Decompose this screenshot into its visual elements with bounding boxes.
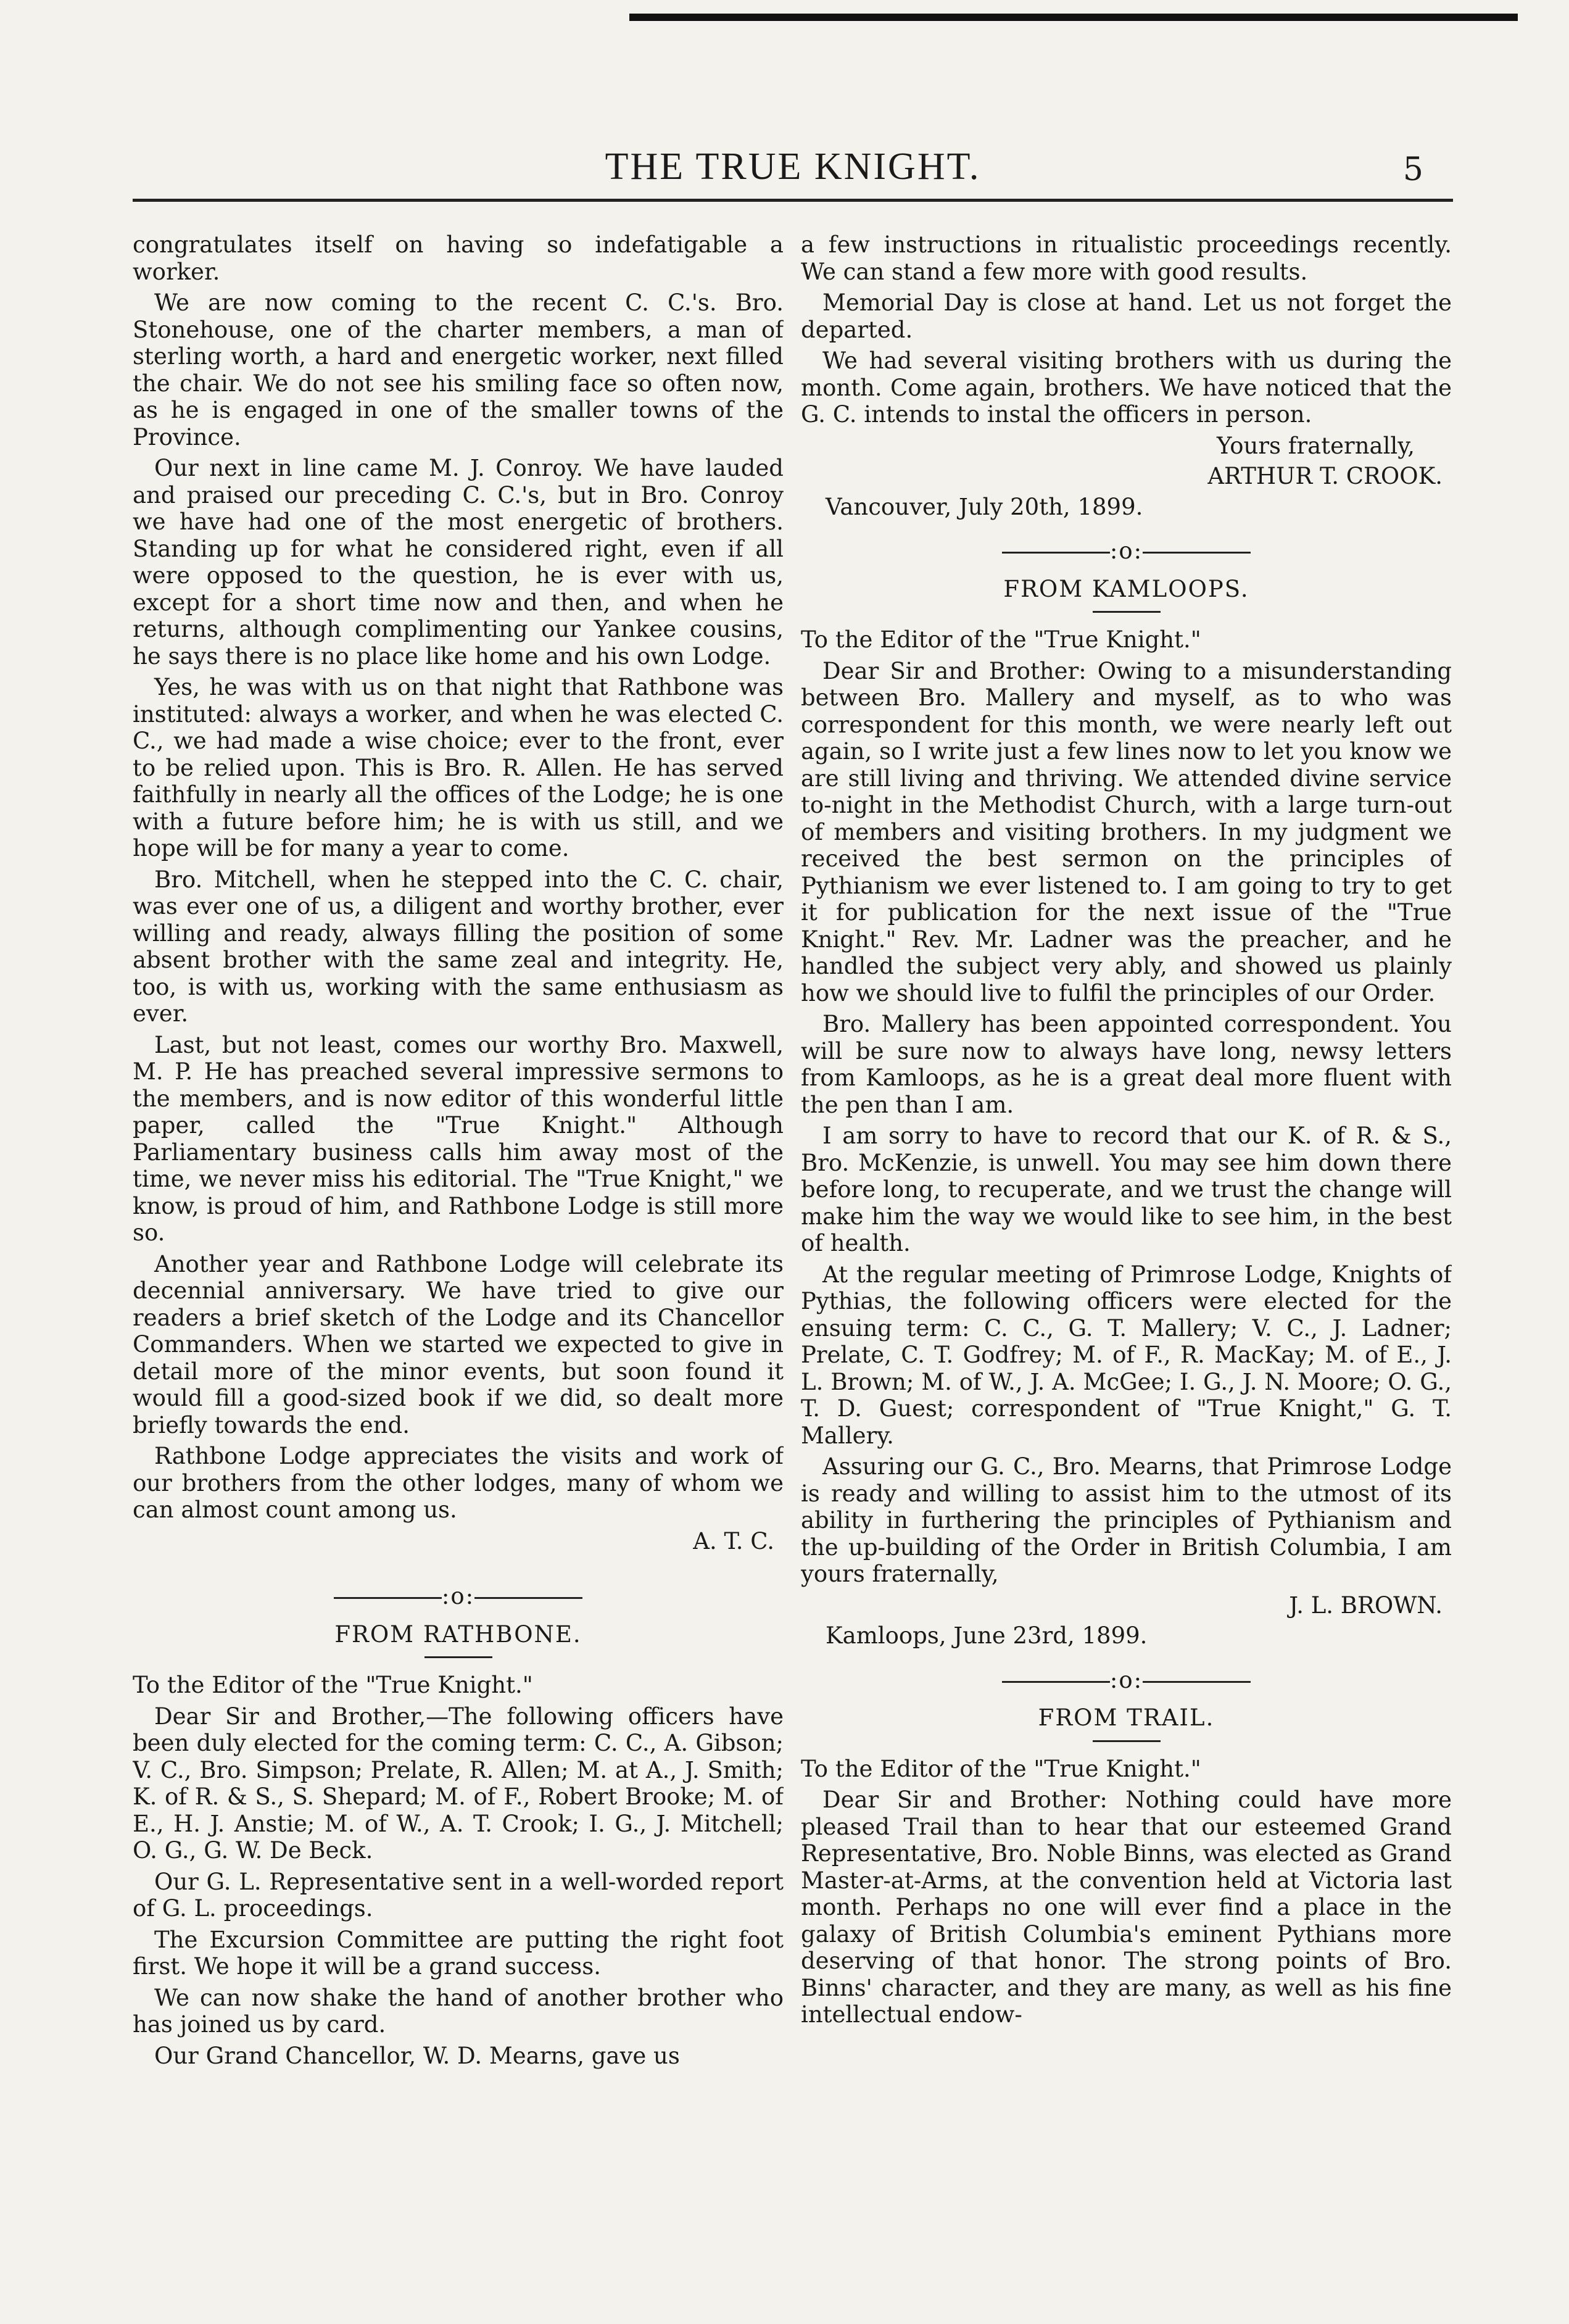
signature-atc: A. T. C.	[693, 1527, 774, 1554]
header-rule	[133, 199, 1453, 202]
article-paragraph: I am sorry to have to record that our K. of R. & S., Bro. McKenzie, is unwell. You may see him down there before long, to recuperate, and we trust the change will make him the way we would like to see him, in the best of health.	[801, 1123, 1452, 1256]
letter-salutation: To the Editor of the "True Knight."	[801, 626, 1201, 653]
article-paragraph: Our G. L. Representative sent in a well-worded report of G. L. proceedings.	[133, 1868, 784, 1922]
signature-arthur-crook: ARTHUR T. CROOK.	[1207, 463, 1443, 489]
article-paragraph: Bro. Mitchell, when he stepped into the C. C. chair, was ever one of us, a diligent and worthy brother, ever willing and ready, always filling the position of some absent brother with the same zeal and integrity. He, too, is with us, working with the same enthusiasm as ever.	[133, 866, 784, 1027]
separator-dash	[1002, 1681, 1110, 1683]
article-paragraph: Our next in line came M. J. Conroy. We have lauded and praised our preceding C. C.'s, but in Bro. Conroy we have had one of the most energetic of brothers. Standing up for what he considered right, even if all were opposed to the question, he is ever with us, except for a short time now and then, and when he returns, although complimenting our Yankee cousins, he says there is no place like home and his own Lodge.	[133, 455, 784, 670]
article-paragraph: Rathbone Lodge appreciates the visits and work of our brothers from the other lodges, many of whom we can almost count among us.	[133, 1443, 784, 1523]
page-header	[133, 145, 1453, 201]
article-paragraph: Memorial Day is close at hand. Let us not forget the departed.	[801, 289, 1452, 343]
separator-dash	[1002, 552, 1110, 554]
right-column	[801, 231, 1452, 2280]
heading-underline	[1093, 1740, 1161, 1742]
section-separator	[801, 1667, 1452, 1694]
article-paragraph: At the regular meeting of Primrose Lodge, Knights of Pythias, the following officers were elected for the ensuing term: C. C., G. T. Mallery; V. C., J. Ladner; Prelate, C. T. Godfrey; M. of F., R. MacKay; M. of E., J. L. Brown; M. of W., J. A. McGee; I. G., J. N. Moore; O. G., T. D. Guest; correspondent of "True Knight," G. T. Mallery.	[801, 1261, 1452, 1449]
signature-jl-brown: J. L. BROWN.	[1289, 1592, 1443, 1619]
article-paragraph: a few instructions in ritualistic proceedings recently. We can stand a few more with good results.	[801, 231, 1452, 285]
dateline-kamloops: Kamloops, June 23rd, 1899.	[826, 1622, 1148, 1649]
top-decorative-rule	[629, 14, 1518, 21]
article-paragraph: Our Grand Chancellor, W. D. Mearns, gave us	[154, 2042, 680, 2069]
heading-underline	[424, 1656, 492, 1658]
dateline-vancouver: Vancouver, July 20th, 1899.	[826, 493, 1143, 520]
separator-dash	[334, 1597, 442, 1599]
letter-salutation: To the Editor of the "True Knight."	[133, 1672, 533, 1698]
section-heading-trail: FROM TRAIL.	[1038, 1704, 1215, 1731]
article-paragraph: congratulates itself on having so indefatigable a worker.	[133, 231, 784, 285]
article-paragraph: Another year and Rathbone Lodge will celebrate its decennial anniversary. We have tried to give our readers a brief sketch of the Lodge and its Chancellor Commanders. When we started we expected to give in detail more of the minor events, but soon found it would fill a good-sized book if we did, so dealt more briefly towards the end.	[133, 1250, 784, 1438]
section-separator	[133, 1583, 784, 1610]
closing-yours-fraternally: Yours fraternally,	[1217, 432, 1415, 459]
separator-dash	[1143, 1681, 1251, 1683]
separator-mark: :o:	[1109, 1666, 1143, 1693]
newspaper-title: THE TRUE KNIGHT.	[605, 146, 981, 188]
separator-mark: :o:	[441, 1583, 475, 1609]
article-paragraph: Yes, he was with us on that night that Rathbone was instituted: always a worker, and when he was elected C. C., we had made a wise choice; ever to the front, ever to be relied upon. This is Bro. R. Allen. He has served faithfully in nearly all the offices of the Lodge; he is one with a future before him; he is with us still, and we hope will be for many a year to come.	[133, 674, 784, 861]
article-paragraph: We are now coming to the recent C. C.'s. Bro. Stonehouse, one of the charter members, a man of sterling worth, a hard and energetic worker, next filled the chair. We do not see his smiling face so often now, as he is engaged in one of the smaller towns of the Province.	[133, 289, 784, 450]
separator-dash	[1143, 552, 1251, 554]
section-heading-rathbone: FROM RATHBONE.	[334, 1621, 582, 1648]
page-number: 5	[1402, 151, 1423, 188]
left-column	[133, 231, 784, 2280]
article-paragraph: Dear Sir and Brother: Owing to a misunderstanding between Bro. Mallery and myself, as to who was correspondent for this month, we were nearly left out again, so I write just a few lines now to let you know we are still living and thriving. We attended divine service to-night in the Methodist Church, with a large turn-out of members and visiting brothers. In my judgment we received the best sermon on the principles of Pythianism we ever listened to. I am going to try to get it for publication for the next issue of the "True Knight." Rev. Mr. Ladner was the preacher, and he handled the subject very ably, and showed us plainly how we should live to fulfil the principles of our Order.	[801, 657, 1452, 1006]
section-separator	[801, 537, 1452, 565]
heading-underline	[1093, 611, 1161, 613]
article-paragraph: Assuring our G. C., Bro. Mearns, that Primrose Lodge is ready and willing to assist him to the utmost of its ability in furthering the principles of Pythianism and the up-building of the Order in British Columbia, I am yours fraternally,	[801, 1453, 1452, 1587]
article-paragraph: Dear Sir and Brother,—The following officers have been duly elected for the coming term: C. C., A. Gibson; V. C., Bro. Simpson; Prelate, R. Allen; M. at A., J. Smith; K. of R. & S., S. Shepard; M. of F., Robert Brooke; M. of E., H. J. Anstie; M. of W., A. T. Crook; I. G., J. Mitchell; O. G., G. W. De Beck.	[133, 1703, 784, 1864]
separator-dash	[474, 1597, 582, 1599]
article-paragraph: Dear Sir and Brother: Nothing could have more pleased Trail than to hear that our esteemed Grand Representative, Bro. Noble Binns, was elected as Grand Master-at-Arms, at the convention held at Victoria last month. Perhaps no one will ever find a place in the galaxy of British Columbia's eminent Pythians more deserving of that honor. The strong points of Bro. Binns' character, and they are many, as well as his fine intellectual endow-	[801, 1787, 1452, 2028]
article-paragraph: Last, but not least, comes our worthy Bro. Maxwell, M. P. He has preached several impressive sermons to the members, and is now editor of this wonderful little paper, called the "True Knight." Although Parliamentary business calls him away most of the time, we never miss his editorial. The "True Knight," we know, is proud of him, and Rathbone Lodge is still more so.	[133, 1031, 784, 1246]
article-paragraph: We had several visiting brothers with us during the month. Come again, brothers. We have noticed that the G. C. intends to instal the officers in person.	[801, 347, 1452, 428]
article-paragraph: We can now shake the hand of another brother who has joined us by card.	[133, 1984, 784, 2038]
section-heading-kamloops: FROM KAMLOOPS.	[1003, 575, 1249, 602]
article-paragraph: The Excursion Committee are putting the right foot first. We hope it will be a grand success.	[133, 1926, 784, 1980]
separator-mark: :o:	[1109, 537, 1143, 564]
article-paragraph: Bro. Mallery has been appointed correspondent. You will be sure now to always have long, newsy letters from Kamloops, as he is a great deal more fluent with the pen than I am.	[801, 1011, 1452, 1118]
letter-salutation: To the Editor of the "True Knight."	[801, 1755, 1201, 1782]
